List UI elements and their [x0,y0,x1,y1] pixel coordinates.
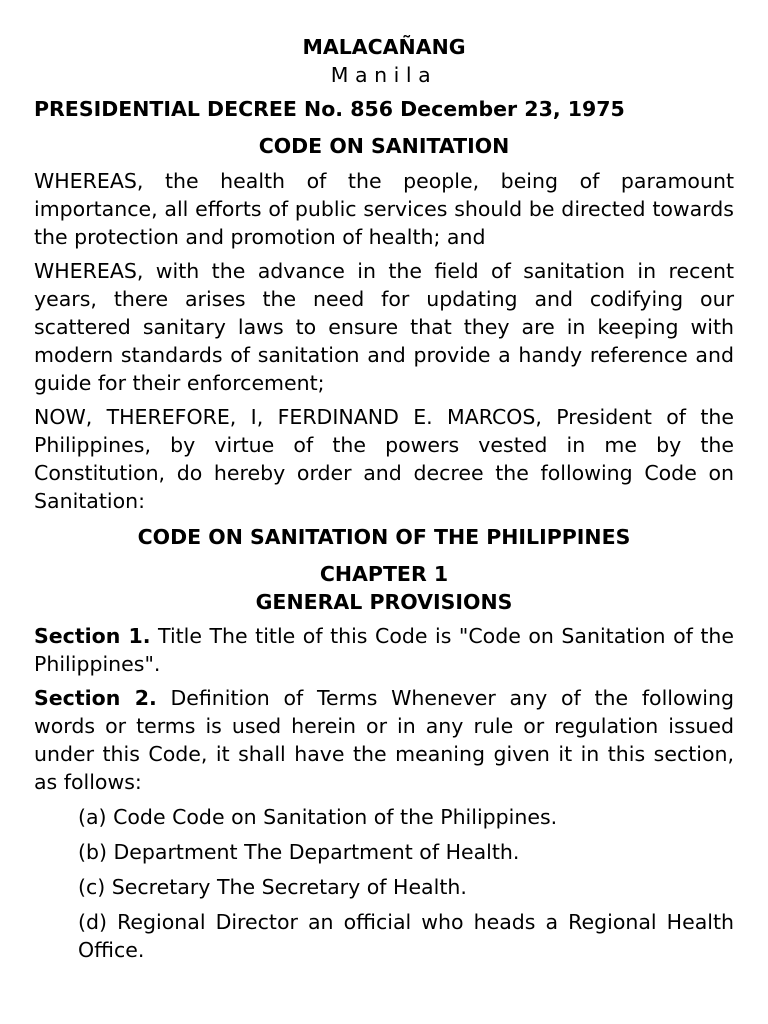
section-1 [34,622,734,678]
now-therefore-paragraph: NOW, THEREFORE, I, FERDINAND E. MARCOS, President of the Philippines, by virtue of the powers vested in me by the Constitution, do hereby order and decree the following Code on Sanitation: [34,405,734,513]
definition-d: (d) Regional Director an official who heads a Regional Health Office. [78,910,734,962]
section-1-text: Title The title of this Code is "Code on Sanitation of the Philippines". [34,624,734,676]
office-heading: MALACAÑANG [302,35,466,59]
whereas-paragraph-2: WHEREAS, with the advance in the field of sanitation in recent years, there arises the need for updating and codifying our scattered sanitary laws to ensure that they are in keeping with modern standards of sanitation and provide a handy reference and guide for their enforcement; [34,259,734,395]
section-1-label: Section 1. [34,624,151,648]
whereas-paragraph-1: WHEREAS, the health of the people, being of paramount importance, all efforts of public services should be directed towards the protection and promotion of health; and [34,169,734,249]
code-title: CODE ON SANITATION [258,134,510,158]
chapter-title: GENERAL PROVISIONS [255,590,513,614]
section-2-label: Section 2. [34,686,157,710]
section-2 [34,684,734,796]
decree-line: PRESIDENTIAL DECREE No. 856 December 23, 1975 [34,97,625,121]
definition-b: (b) Department The Department of Health. [78,840,520,864]
city-subheading: Manila [330,63,438,87]
code-full-title: CODE ON SANITATION OF THE PHILIPPINES [137,525,631,549]
chapter-heading [34,560,734,616]
definition-c: (c) Secretary The Secretary of Health. [78,875,467,899]
section-2-text: Definition of Terms Whenever any of the following words or terms is used herein or in any rule or regulation issued under this Code, it shall have the meaning given it in this section, as follows: [34,686,734,794]
chapter-number: CHAPTER 1 [319,562,449,586]
definition-a: (a) Code Code on Sanitation of the Philippines. [78,805,558,829]
